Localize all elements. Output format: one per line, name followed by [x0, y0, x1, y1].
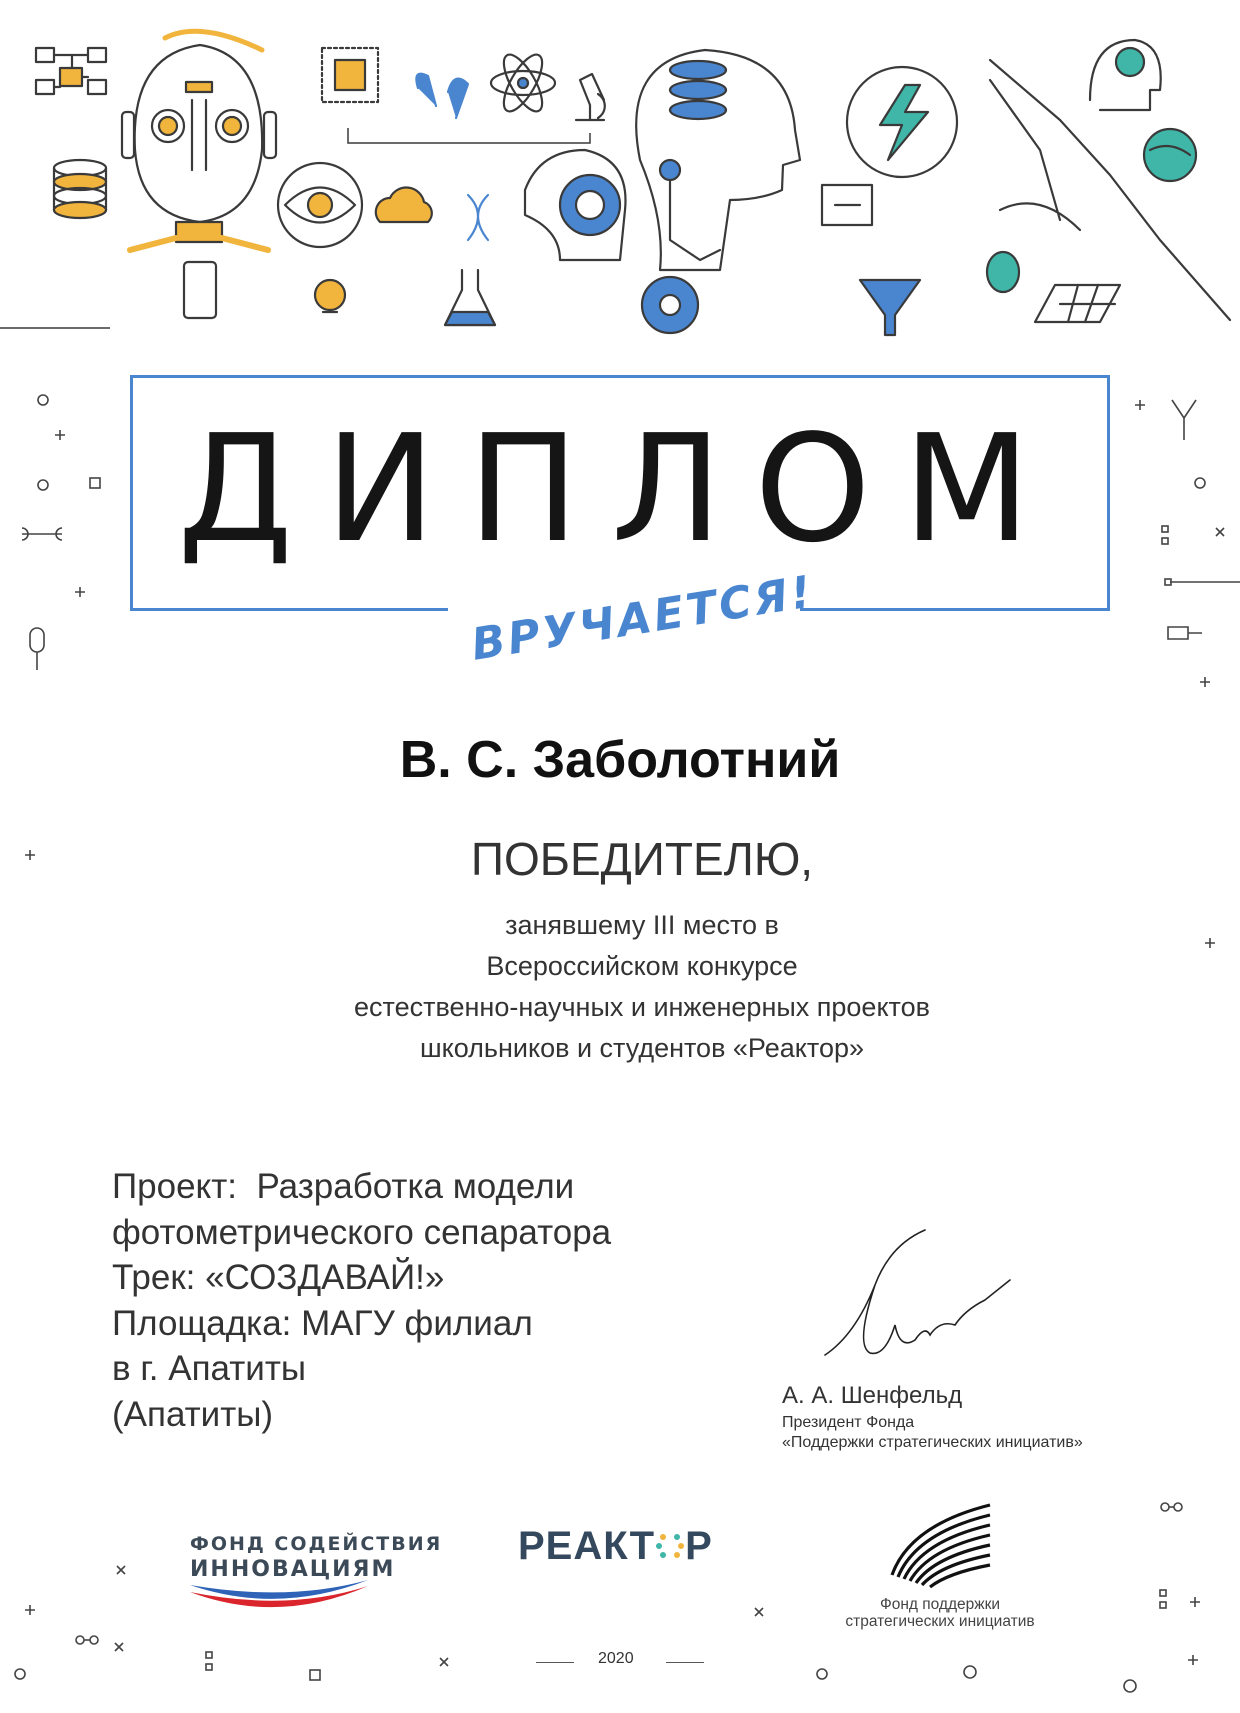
- database-icon: [54, 160, 106, 218]
- reactor-dots-icon: [655, 1526, 685, 1556]
- signer-role: [782, 1413, 1083, 1453]
- handwritten-signature: [815, 1225, 1035, 1375]
- science-illustration: [0, 0, 1240, 360]
- recipient-name: В. С. Заболотний: [399, 731, 841, 789]
- profile-head-icon: [525, 150, 626, 260]
- cpu-chip-icon: [322, 48, 378, 102]
- gloves-icon: [416, 74, 468, 118]
- award-description: [0, 905, 1240, 1069]
- description-line: занявшему III место в: [505, 910, 779, 940]
- signer-role-line: «Поддержки стратегических инициатив»: [782, 1434, 1083, 1451]
- diploma-title: ДИПЛОМ: [177, 403, 1063, 575]
- gear-icon-blue: [642, 277, 698, 333]
- project-line: фотометрического сепаратора: [112, 1212, 612, 1252]
- cpu-icon: [822, 185, 872, 225]
- description-line: Всероссийском конкурсе: [486, 951, 798, 981]
- reactor-logo: [518, 1524, 713, 1569]
- reactor-logo-text-end: Р: [685, 1524, 713, 1568]
- microscope-icon: [576, 74, 605, 120]
- lightning-icon: [847, 67, 957, 177]
- description-line: естественно-научных и инженерных проектов: [354, 992, 930, 1022]
- head-target-icon: [1090, 40, 1161, 110]
- atom-icon: [491, 49, 555, 116]
- project-line: Проект: Разработка модели: [112, 1167, 575, 1206]
- bulb-icon: [315, 280, 345, 312]
- cloud-icon: [376, 188, 432, 222]
- project-line: в г. Апатиты: [112, 1349, 307, 1388]
- funnel-icon: [860, 280, 920, 335]
- robot-head-icon: [122, 31, 276, 318]
- fund-logo-line1: ФОНД СОДЕЙСТВИЯ: [190, 1533, 443, 1555]
- signer-name: А. А. Шенфельд: [782, 1382, 963, 1409]
- eye-gear-icon: [278, 163, 362, 247]
- awarded-subtitle: ВРУЧАЕТСЯ!: [467, 566, 818, 671]
- project-line: (Апатиты): [112, 1394, 274, 1434]
- description-line: школьников и студентов «Реактор»: [419, 1033, 865, 1063]
- project-details: [112, 1164, 611, 1437]
- dna-icon: [468, 195, 488, 240]
- fspi-logo-icon: [880, 1495, 1000, 1590]
- fund-logo-swoosh: [188, 1530, 378, 1610]
- fund-logo-line2: ИННОВАЦИЯМ: [190, 1557, 396, 1582]
- signer-role-line: Президент Фонда: [782, 1414, 915, 1431]
- fspi-line: Фонд поддержки: [879, 1596, 1001, 1613]
- year: 2020: [598, 1650, 634, 1667]
- reactor-logo-text: РЕАКТ: [518, 1524, 656, 1568]
- robot-arm-icon: [990, 60, 1230, 320]
- project-line: Площадка: МАГУ филиал: [112, 1303, 533, 1343]
- beetle-icon: [987, 252, 1019, 292]
- circuit-icon: [36, 48, 106, 94]
- flask-icon: [445, 270, 495, 325]
- year-divider-right: [666, 1662, 704, 1663]
- solar-panel-icon: [1035, 285, 1120, 322]
- year-divider-left: [536, 1662, 574, 1663]
- project-line: Трек: «СОЗДАВАЙ!»: [112, 1258, 445, 1297]
- fspi-logo-text: [800, 1596, 1080, 1630]
- ai-head-icon: [636, 50, 800, 270]
- fspi-line: стратегических инициатив: [845, 1613, 1035, 1630]
- winner-status: ПОБЕДИТЕЛЮ,: [470, 833, 814, 885]
- brain-icon: [1144, 129, 1196, 181]
